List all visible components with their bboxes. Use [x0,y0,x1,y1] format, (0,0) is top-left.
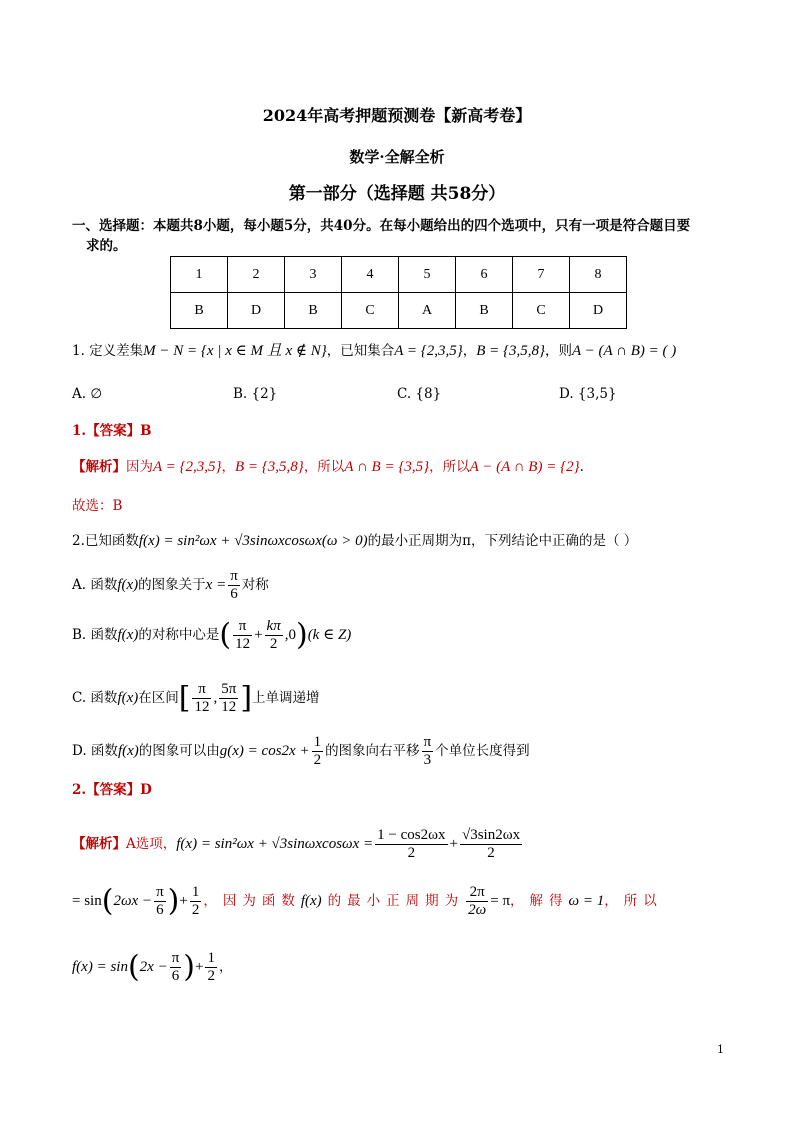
option-math: f(x) [117,690,139,706]
explanation-text: ，所以 [604,893,663,909]
question-1-text: ，已知集合 [326,343,395,359]
option-text: B. 函数 [72,627,118,643]
question-2-answer: 2.【答案】D [72,782,152,798]
question-2-option-b: B. 函数f(x)的对称中心是( $\frac{\pi}{12}$ + $\frac{k\pi}{2}$ ,0)(k ∈ Z) [72,617,352,653]
option-math: x = [205,577,227,593]
table-cell: 1 [171,257,228,293]
table-cell: C [513,293,570,329]
fraction: $\frac{1}{2}$ [313,734,322,768]
explanation-math: f(x) = sin²ωx + √3sinωxcosωx = [176,836,374,852]
explanation-math: f(x) [300,893,322,909]
left-bracket: [ [178,680,191,716]
difference-set-definition: M − N = {x | x ∈ M 且 x ∉ N} [143,343,327,359]
fraction: $\frac{1 - \cos 2\omega x}{2}$ [377,827,446,861]
separator: ， [462,343,477,359]
table-cell: 8 [570,257,627,293]
fraction: $\frac{\pi}{6}$ [156,884,164,918]
right-paren: ) [183,949,195,985]
question-1-option-b: B. {2} [233,386,278,402]
question-2-explanation-line-3: f(x) = sin(2x − $\frac{\pi}{6}$ )+ $\frac{1}{2}$ ， [72,949,233,985]
fraction: $\frac{1}{2}$ [207,950,215,984]
left-paren: ( [101,883,114,919]
option-text: 上单调递增 [252,690,320,706]
table-row-numbers [171,257,627,293]
table-cell: 6 [456,257,513,293]
question-2-explanation-line-1: 【解析】A选项，f(x) = sin²ωx + √3sinωxcosωx = $\frac{1 - \cos 2\omega x}{2}$ + $\frac{√3\sin 2\omega x}{2}$ [72,827,521,861]
right-paren: ) [167,883,180,919]
question-1-answer: 1.【答案】B [72,423,152,439]
instructions-line-2: 求的。 [86,238,127,254]
option-math: f(x) [117,577,139,593]
explanation-text: ， [221,459,236,475]
explanation-math: = π [490,893,511,909]
fraction: $\frac{\pi}{6}$ [171,950,180,984]
option-text: 的图象可以由 [138,743,220,759]
explanation-text: 因为 [126,459,153,475]
question-1-explanation [72,457,584,477]
explanation-text: ，解得 [510,893,569,909]
question-2-label: 2.已知函数 [72,533,139,549]
set-a: A = {2,3,5} [394,343,463,359]
fraction: $\frac{\pi}{12}$ [235,618,251,652]
fraction: $\frac{\pi}{3}$ [423,734,432,768]
question-2-option-d [72,734,530,769]
explanation-tag: 【解析】 [72,459,126,475]
explanation-math: A − (A ∩ B) = {2} [469,459,580,475]
option-text: 对称 [241,577,269,593]
explanation-math: B = {3,5,8} [235,459,304,475]
option-math: ,0 [284,627,296,643]
right-bracket: ] [240,680,253,716]
document-title: 2024年高考押题预测卷【新高考卷】 [262,106,532,125]
explanation-text: 的最小正周期为 [327,893,465,909]
table-cell: A [399,293,456,329]
fraction: $\frac{√3\sin 2\omega x}{2}$ [461,827,521,861]
fraction: $\frac{2\pi}{2\omega}$ [468,884,487,918]
left-paren: ( [127,949,140,985]
fraction: $\frac{\pi}{6}$ [230,568,238,602]
explanation-text: ，所以 [429,459,470,475]
question-2-explanation-line-2: = sin(2ωx − $\frac{\pi}{6}$ )+ $\frac{1}{2}$ ，因为函数f(x) 的最小正周期为 $\frac{2\pi}{2\omega}$ = π，解得ω = 1，所以 [72,883,663,919]
table-cell: C [342,293,399,329]
explanation-text: ，因为函数 [203,893,301,909]
explanation-math: 2x − [139,959,168,975]
table-cell: B [171,293,228,329]
page-number: 1 [717,1043,724,1056]
explanation-tag: 【解析】 [72,836,126,852]
question-2-function: f(x) = sin²ωx + √3sinωxcosωx(ω > 0) [138,533,368,549]
option-text: C. 函数 [72,690,118,706]
table-row-answers [171,293,627,329]
table-cell: B [456,293,513,329]
option-math: (k ∈ Z) [307,627,352,643]
option-math: g(x) = cos2x + [219,743,310,759]
option-math: f(x) [117,743,139,759]
table-cell: 7 [513,257,570,293]
option-text: 的对称中心是 [138,627,220,643]
option-text: 个单位长度得到 [435,743,530,759]
fraction: $\frac{5\pi}{12}$ [221,681,237,715]
question-1-expression: A − (A ∩ B) = ( ) [572,343,677,359]
question-1-option-c: C. {8} [397,386,442,402]
right-paren: ) [295,617,308,653]
option-math: f(x) [117,627,139,643]
explanation-text: . [579,459,584,475]
explanation-math: ω = 1 [568,893,605,909]
question-1-text: ，则 [545,343,573,359]
option-text: D. 函数 [72,743,118,759]
question-1-stem [72,341,676,361]
table-cell: 3 [285,257,342,293]
table-cell: D [570,293,627,329]
table-cell: 4 [342,257,399,293]
set-b: B = {3,5,8} [476,343,546,359]
table-cell: B [285,293,342,329]
left-paren: ( [219,617,232,653]
table-cell: 5 [399,257,456,293]
explanation-math: = sin [72,893,102,909]
explanation-text: ， [218,959,233,975]
question-2-option-c: C. 函数f(x)在区间[ $\frac{\pi}{12}$ , $\frac{5\pi}{12}$ ]上单调递增 [72,680,320,716]
explanation-math: 2ωx − [113,893,153,909]
explanation-math: A ∩ B = {3,5} [344,459,430,475]
explanation-text: ，所以 [303,459,345,475]
question-1-label: 1. 定义差集 [72,343,144,359]
table-cell: 2 [228,257,285,293]
explanation-math: f(x) = sin [72,959,128,975]
question-2-stem [72,531,637,551]
answer-table [170,256,627,329]
explanation-text: A选项， [126,836,177,852]
option-text: 的图象向右平移 [325,743,420,759]
document-subtitle: 数学·全解全析 [349,148,445,166]
question-1-option-a: A. ∅ [72,386,103,402]
option-text: A. 函数 [72,577,118,593]
explanation-math: A = {2,3,5} [153,459,222,475]
question-1-option-d: D. {3,5} [559,386,617,402]
fraction: $\frac{1}{2}$ [191,884,200,918]
table-cell: D [228,293,285,329]
option-text: 在区间 [138,690,179,706]
option-text: 的图象关于 [138,577,206,593]
fraction: $\frac{\pi}{12}$ [194,681,210,715]
instructions-line-1: 一、选择题：本题共8小题，每小题5分，共40分。在每小题给出的四个选项中，只有一项是符合题目要 [72,218,691,234]
question-2-text: 的最小正周期为π，下列结论中正确的是（ ） [367,533,638,549]
question-2-option-a [72,568,269,603]
section-heading: 第一部分（选择题 共58分） [288,184,506,204]
question-1-selection: 故选：B [72,498,123,514]
fraction: $\frac{k\pi}{2}$ [266,618,281,652]
